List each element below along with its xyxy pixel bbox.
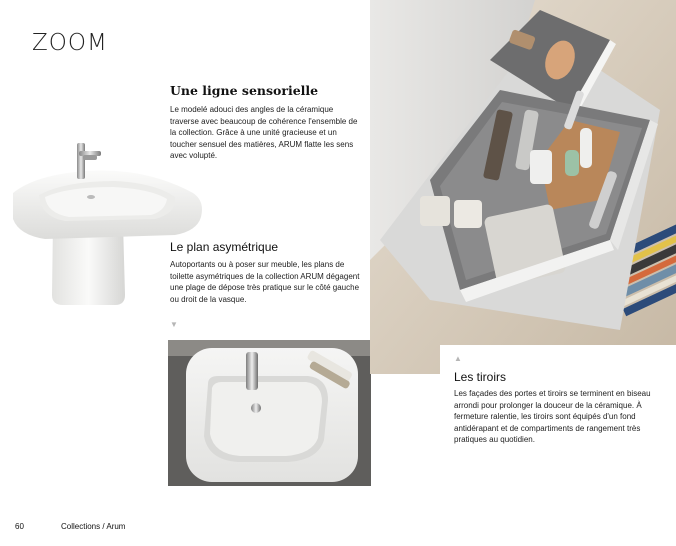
section-title-plan: Le plan asymétrique — [170, 240, 279, 254]
countertop-basin-photo — [168, 340, 371, 486]
section-body-plan: Autoportants ou à poser sur meuble, les plans de toilette asymétriques de la collection ARUM dégagent une plage de dépose très pratique sur le côté gauche ou droit de la vasque. — [170, 260, 360, 304]
section-title-tiroirs: Les tiroirs — [454, 370, 507, 384]
section-body-tiroirs: Les façades des portes et tiroirs se terminent en biseau arrondi pour prolonger la douceur de la céramique. À fermeture ralentie, les tiroirs sont équipés d'un fond antidérapant et de compartiments de rangement très pratiques au quotidien. — [454, 389, 651, 445]
page-number: 60 — [15, 522, 24, 531]
triangle-down-icon: ▼ — [170, 320, 178, 329]
breadcrumb: Collections / Arum — [61, 522, 126, 531]
section-body-sensorielle: Le modelé adouci des angles de la céramique traverse avec beaucoup de cohérence l'ensemble de la collection. Grâce à une unité gracieuse et un toucher sensuel des matières, ARUM flatte les sens avec volupté. — [170, 105, 358, 161]
section-title-sensorielle: Une ligne sensorielle — [170, 83, 319, 98]
drawers-photo — [370, 0, 676, 374]
triangle-up-icon: ▲ — [454, 354, 462, 363]
zoom-logo: ZOOM — [32, 30, 108, 56]
